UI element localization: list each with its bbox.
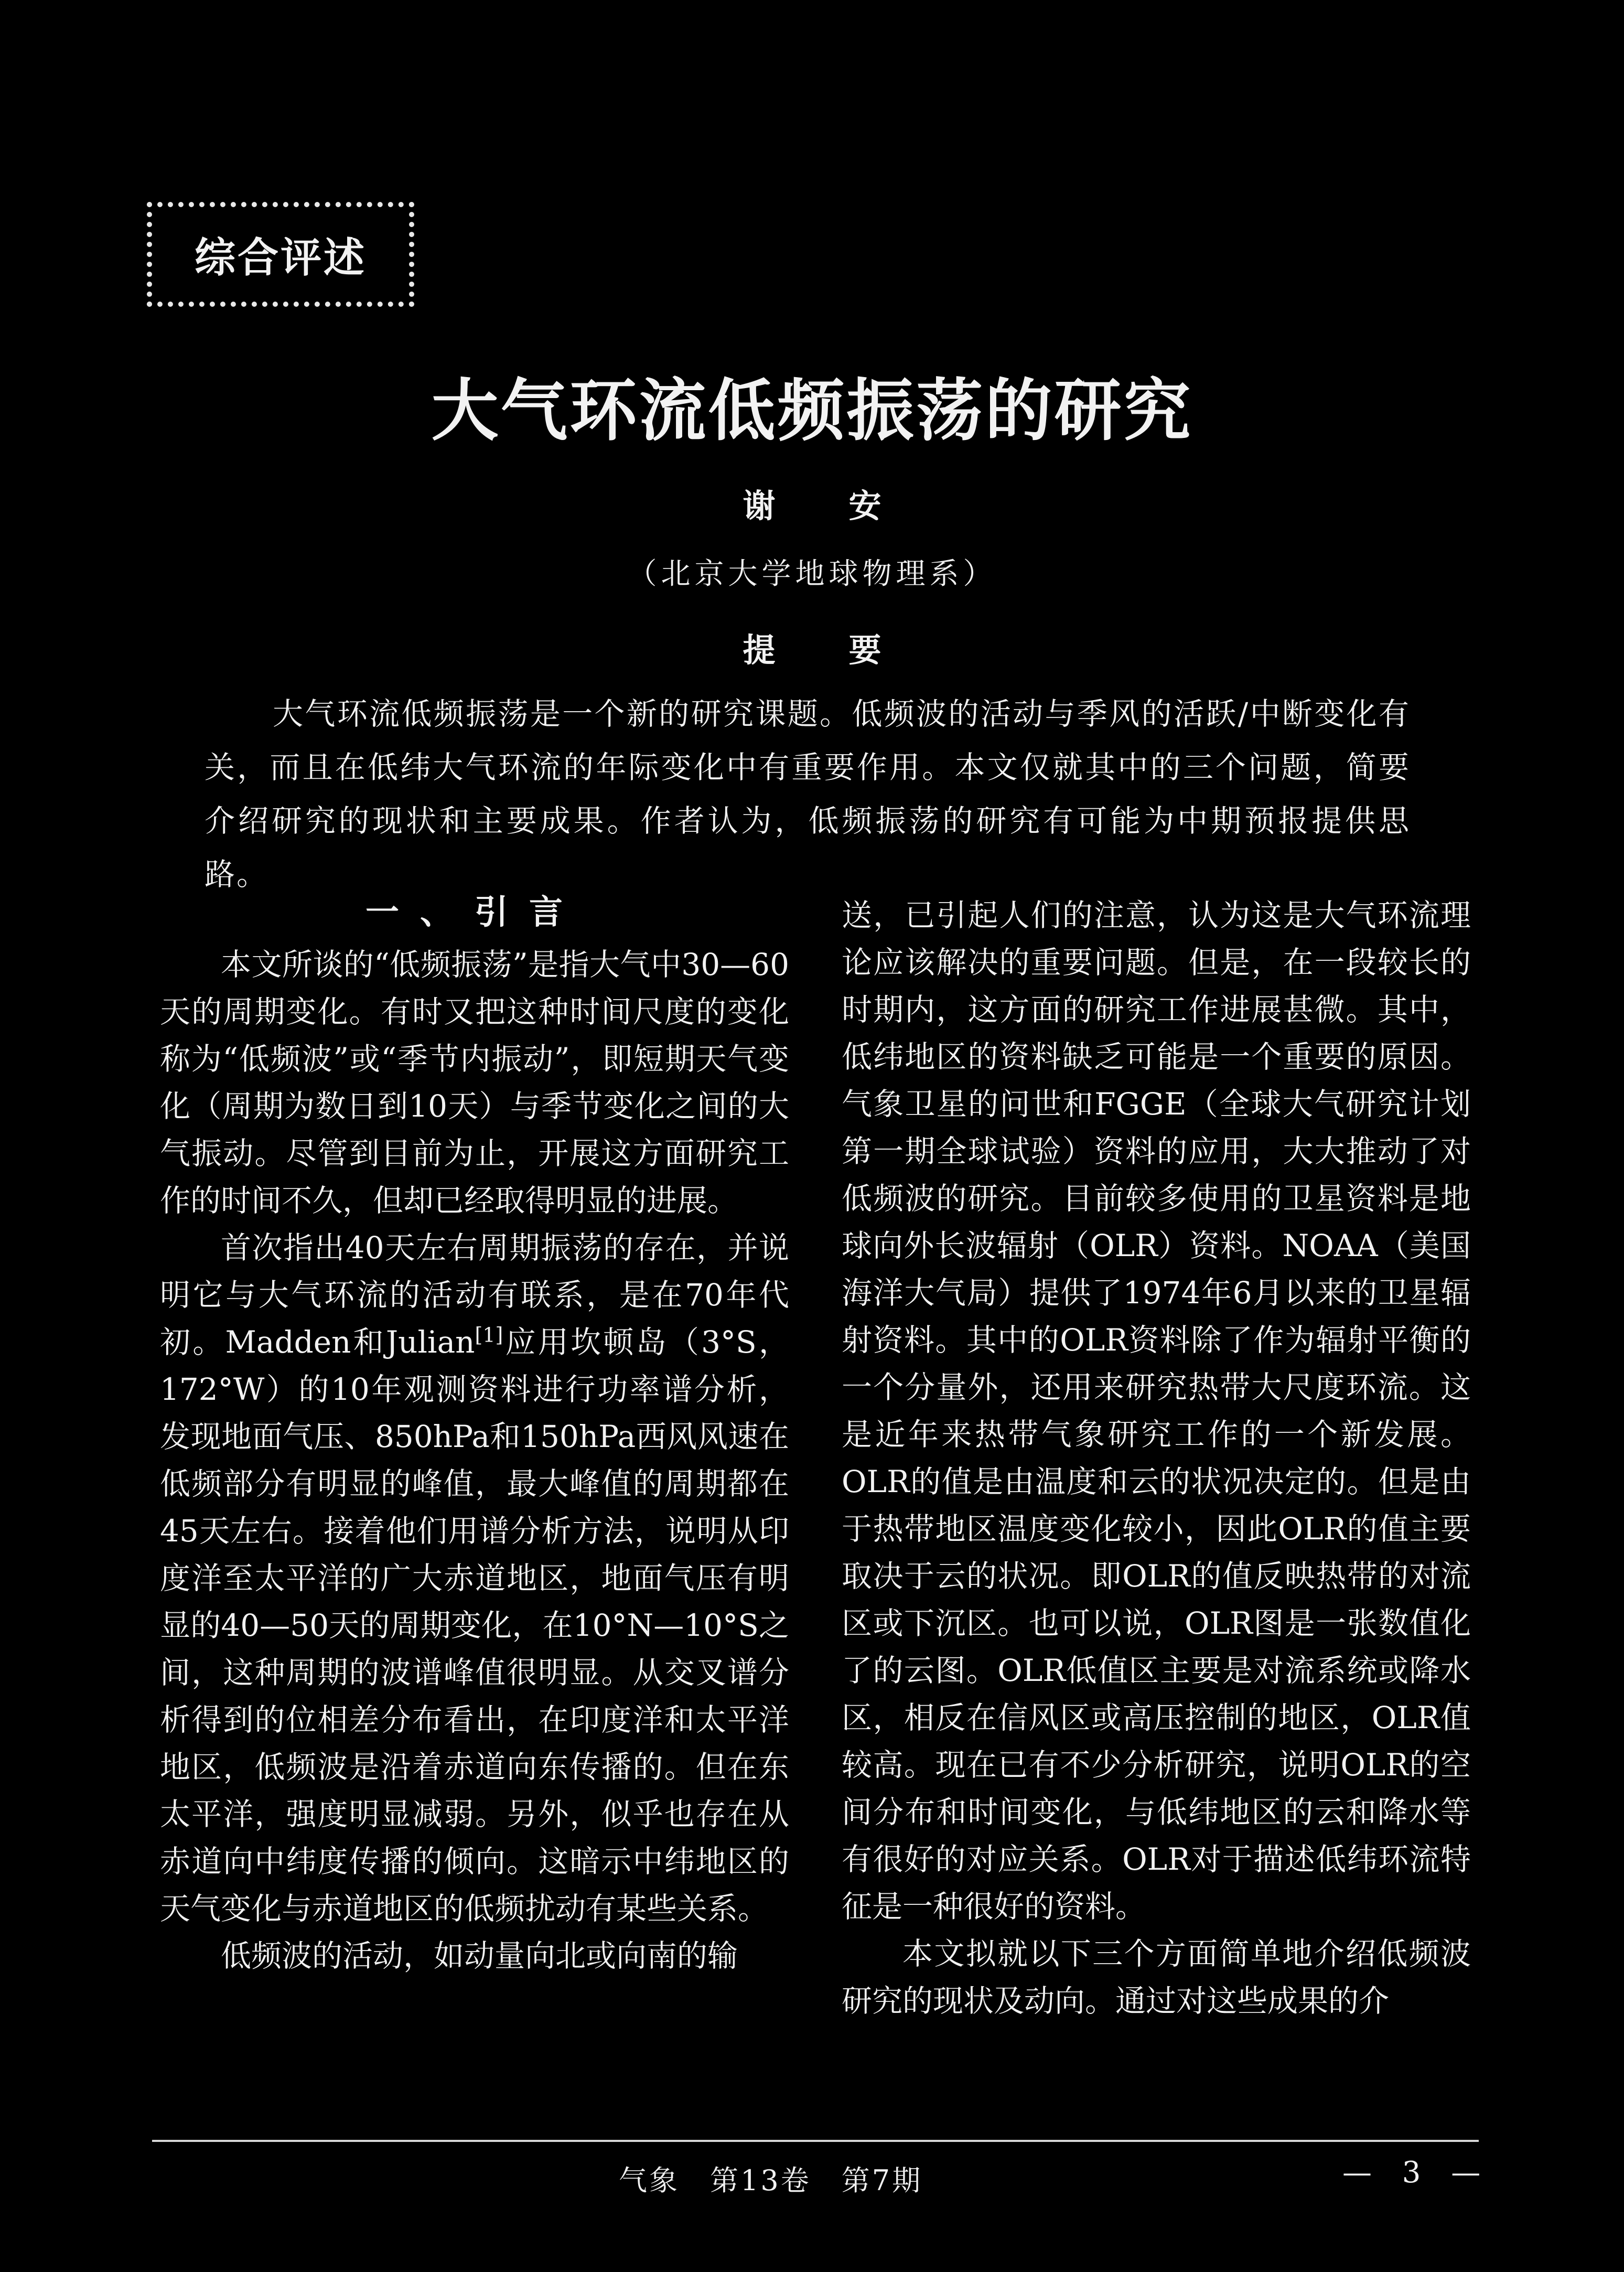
- right-column: [842, 892, 1471, 2024]
- page-number: — 3 —: [1342, 2156, 1491, 2190]
- intro-paragraph-2: [160, 1224, 789, 1932]
- intro-paragraph-3: 低频波的活动，如动量向北或向南的输: [221, 1938, 738, 1974]
- paragraph-2-text-b: 应用坎顿岛（3°S，172°W）的10年观测资料进行功率谱分析，发现地面气压、850hPa和150hPa西风风速在低频部分有明显的峰值，最大峰值的周期都在45天左右。接着他们用谱分析方法，说明从印度洋至太平洋的广大赤道地区，地面气压有明显的40—50天的周期变化，在10°N—10°S之间，这种周期的波谱峰值很明显。从交叉谱分析得到的位相差分布看出，在印度洋和太平洋地区，低频波是沿着赤道向东传播的。但在东太平洋，强度明显减弱。另外，似乎也存在从赤道向中纬度传播的倾向。这暗示中纬地区的天气变化与赤道地区的低频扰动有某些关系。: [160, 1324, 789, 1926]
- right-paragraph-2: 本文拟就以下三个方面简单地介绍低频波研究的现状及动向。通过对这些成果的介: [842, 1936, 1471, 2019]
- intro-paragraph-1: 本文所谈的“低频振荡”是指大气中30—60天的周期变化。有时又把这种时间尺度的变化称为“低频波”或“季节内振动”，即短期天气变化（周期为数日到10天）与季节变化之间的大气振动。尽管到目前为止，开展这方面研究工作的时间不久，但却已经取得明显的进展。: [160, 947, 789, 1218]
- abstract-text: 大气环流低频振荡是一个新的研究课题。低频波的活动与季风的活跃/中断变化有关，而且在低纬大气环流的年际变化中有重要作用。本文仅就其中的三个问题，简要介绍研究的现状和主要成果。作者认为，低频振荡的研究有可能为中期预报提供思路。: [205, 696, 1411, 892]
- journal-info: 气象 第13卷 第7期: [619, 2164, 923, 2197]
- article-title: 大气环流低频振荡的研究: [431, 371, 1193, 450]
- right-paragraph-continued: 送，已引起人们的注意，认为这是大气环流理论应该解决的重要问题。但是，在一段较长的时期内，这方面的研究工作进展甚微。其中，低纬地区的资料缺乏可能是一个重要的原因。气象卫星的问世和FGGE（全球大气研究计划第一期全球试验）资料的应用，大大推动了对低频波的研究。目前较多使用的卫星资料是地球向外长波辐射（OLR）资料。NOAA（美国海洋大气局）提供了1974年6月以来的卫星辐射资料。其中的OLR资料除了作为辐射平衡的一个分量外，还用来研究热带大尺度环流。这是近年来热带气象研究工作的一个新发展。OLR的值是由温度和云的状况决定的。但是由于热带地区温度变化较小，因此OLR的值主要取决于云的状况。即OLR的值反映热带的对流区或下沉区。也可以说，OLR图是一张数值化了的云图。OLR低值区主要是对流系统或降水区，相反在信风区或高压控制的地区，OLR值较高。现在已有不少分析研究，说明OLR的空间分布和时间变化，与低纬地区的云和降水等有很好的对应关系。OLR对于描述低纬环流特征是一种很好的资料。: [842, 897, 1471, 1924]
- section-label: 综合评述: [194, 234, 367, 282]
- abstract-heading: 提要: [743, 631, 955, 669]
- paragraph-2-text-a: 首次指出40天左右周期振荡的存在，并说明它与大气环流的活动有联系，是在70年代初。Madden和Julian: [160, 1230, 789, 1360]
- left-column: [160, 892, 789, 1979]
- author-affiliation: （北京大学地球物理系）: [627, 557, 997, 591]
- reference-citation: [1]: [475, 1323, 503, 1347]
- footer-divider: [152, 2140, 1479, 2142]
- section-label-box: [147, 202, 414, 307]
- intro-heading: 一、引言: [365, 893, 584, 932]
- author-name: 谢安: [743, 487, 955, 525]
